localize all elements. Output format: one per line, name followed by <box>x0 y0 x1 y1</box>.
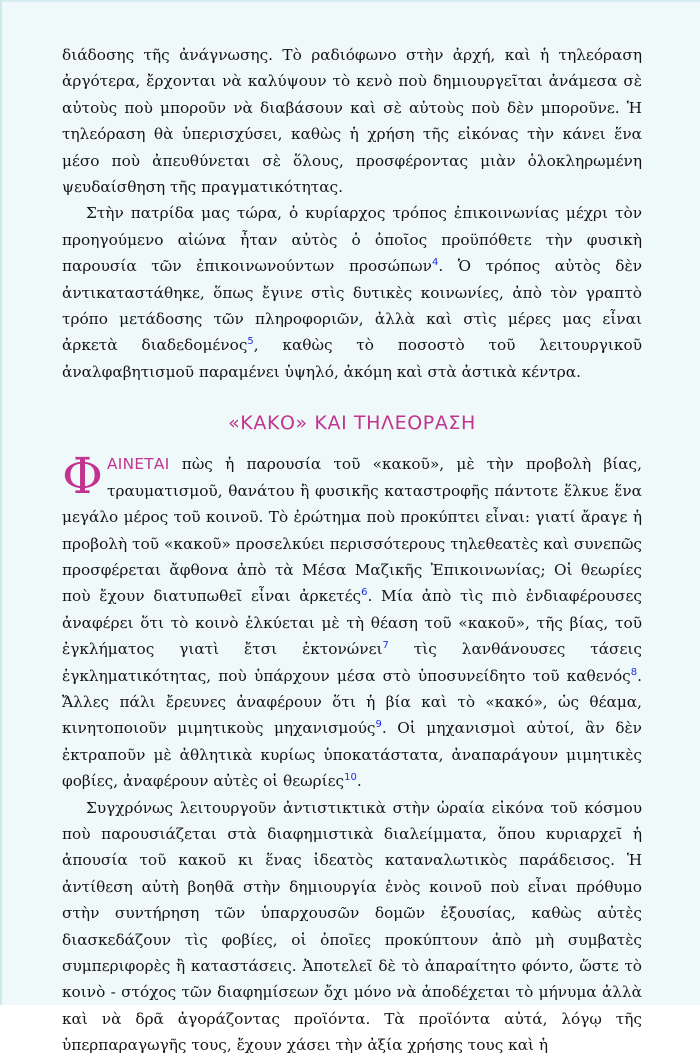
paragraph-3-text-d: . Ἄλλες πάλι ἔρευνες ἀναφέρουν ὅτι ἡ βία καὶ τὸ «κακό», ὡς θέαμα, κινητοποιοῦν μιμητικοὺς μηχανισμούς <box>62 666 642 738</box>
footnote-ref-4[interactable]: 4 <box>431 257 439 269</box>
footnote-ref-9[interactable]: 9 <box>375 719 382 731</box>
paragraph-3-text-f: . <box>356 772 362 791</box>
paragraph-2-text-c: , καθὼς τὸ ποσοστὸ τοῦ λειτουργικοῦ ἀναλφαβητισμοῦ παραμένει ὑψηλό, ἀκόμη καὶ στὰ ἀστικὰ κέντρα. <box>62 336 642 381</box>
paragraph-3-text-e: . Οἱ μηχανισμοὶ αὐτοί, ἂν δὲν ἐκτραποῦν μὲ ἀθλητικὰ κυρίως ὑποκατάστατα, ἀναπαράγουν μιμητικὲς φοβίες, ἀναφέρουν αὐτὲς οἱ θεωρίες <box>62 719 642 791</box>
paragraph-2-text-b: . Ὁ τρόπος αὐτὸς δὲν ἀντικαταστάθηκε, ὅπως ἔγινε στὶς δυτικὲς κοινωνίες, ἀπὸ τὸν γραπτὸ τρόπο μετάδοσης τῶν πληροφοριῶν, ἀλλὰ καὶ στὶς μέρες μας εἶναι ἀρκετὰ διαδεδομένος <box>62 257 642 355</box>
lead-word: ΑΙΝΕΤΑΙ <box>107 455 170 474</box>
paragraph-3 <box>62 447 642 794</box>
paragraph-3-text-c: τὶς λανθάνουσες τάσεις ἐγκληματικότητας, ποὺ ὑπάρχουν μέσα στὸ ὑποσυνείδητο τοῦ καθενός <box>62 640 642 685</box>
footnote-ref-5[interactable]: 5 <box>247 336 254 348</box>
document-body <box>62 42 642 1059</box>
drop-cap: Φ <box>62 447 103 506</box>
section-heading: «ΚΑΚΟ» ΚΑΙ ΤΗΛΕΟΡΑΣΗ <box>228 412 476 435</box>
footnote-ref-10[interactable]: 10 <box>344 772 357 784</box>
footnote-ref-8[interactable]: 8 <box>630 666 638 678</box>
footnote-ref-7[interactable]: 7 <box>382 640 389 652</box>
paragraph-3-text-a: πὼς ἡ παρουσία τοῦ «κακοῦ», μὲ τὴν προβολὴ βίας, τραυματισμοῦ, θανάτου ἢ φυσικῆς καταστροφῆς πάντοτε ἕλκυε ἕνα μεγάλο μέρος τοῦ κοινοῦ. Τὸ ἐρώτημα ποὺ προκύπτει εἶναι: γιατί ἄραγε ἡ προβολὴ τοῦ «κακοῦ» προσελκύει περισσότερους τηλεθεατὲς καὶ συνεπῶς προσφέρεται ἄφθονα ἀπὸ τὰ Μέσα Μαζικῆς Ἐπικοινωνίας; Οἱ θεωρίες ποὺ ἔχουν διατυπωθεῖ εἶναι ἀρκετές <box>62 455 642 606</box>
paragraph-2-text-a: Στὴν πατρίδα μας τώρα, ὁ κυρίαρχος τρόπος ἐπικοινωνίας μέχρι τὸν προηγούμενο αἰώνα ἦταν αὐτὸς ὁ ὁποῖος προϋπόθετε τὴν φυσικὴ παρουσία τῶν ἐπικοινωνούντων προσώπων <box>62 204 642 276</box>
paragraph-1: διάδοσης τῆς ἀνάγνωσης. Τὸ ραδιόφωνο στὴν ἀρχή, καὶ ἡ τηλεόραση ἀργότερα, ἔρχονται νὰ καλύψουν τὸ κενὸ ποὺ δημιουργεῖται ἀνάμεσα σὲ αὐτοὺς ποὺ μποροῦν νὰ διαβάσουν καὶ σὲ αὐτοὺς ποὺ δὲν μποροῦνε. Ἡ τηλεόραση θὰ ὑπερισχύσει, καθὼς ἡ χρήση τῆς εἰκόνας τὴν κάνει ἕνα μέσο ποὺ ἀπευθύνεται σὲ ὅλους, προσφέροντας μιὰν ὁλοκληρωμένη ψευδαίσθηση τῆς πραγματικότητας. <box>62 46 642 197</box>
footnote-ref-6[interactable]: 6 <box>361 587 368 599</box>
paragraph-2 <box>62 200 642 385</box>
paragraph-3-text-b: . Μία ἀπὸ τὶς πιὸ ἐνδιαφέρουσες ἀναφέρει ὅτι τὸ κοινὸ ἑλκύεται μὲ τὴ θέαση τοῦ «κακοῦ», τῆς βίας, τοῦ ἐγκλήματος γιατὶ ἔτσι ἐκτονώνει <box>62 587 642 659</box>
paragraph-4: Συγχρόνως λειτουργοῦν ἀντιστικτικὰ στὴν ὡραία εἰκόνα τοῦ κόσμου ποὺ παρουσιάζεται στὰ διαφημιστικὰ διαλείμματα, ὅπου κυριαρχεῖ ἡ ἀπουσία τοῦ κακοῦ κι ἕνας ἰδεατὸς καταναλωτικὸς παράδεισος. Ἡ ἀντίθεση αὐτὴ βοηθᾶ στὴν δημιουργία ἑνὸς κοινοῦ ποὺ εἶναι πρόθυμο στὴν συντήρηση τῶν ὑπαρχουσῶν δομῶν ἐξουσίας, καθὼς αὐτὲς διασκεδάζουν τὶς φοβίες, οἱ ὁποῖες προκύπτουν ἀπὸ μὴ συμβατὲς συμπεριφορὲς ἢ καταστάσεις. Ἀποτελεῖ δὲ τὸ ἀπαραίτητο φόντο, ὥστε τὸ κοινὸ - στόχος τῶν διαφημίσεων ὄχι μόνο νὰ ἀποδέχεται τὸ μήνυμα ἀλλὰ καὶ νὰ δρᾶ ἀγοράζοντας προϊόντα. Τὰ προϊόντα αὐτά, λόγῳ τῆς ὑπερπαραγωγῆς τους, ἔχουν χάσει τὴν ἀξία χρήσης τους καὶ ἡ <box>62 798 642 1055</box>
